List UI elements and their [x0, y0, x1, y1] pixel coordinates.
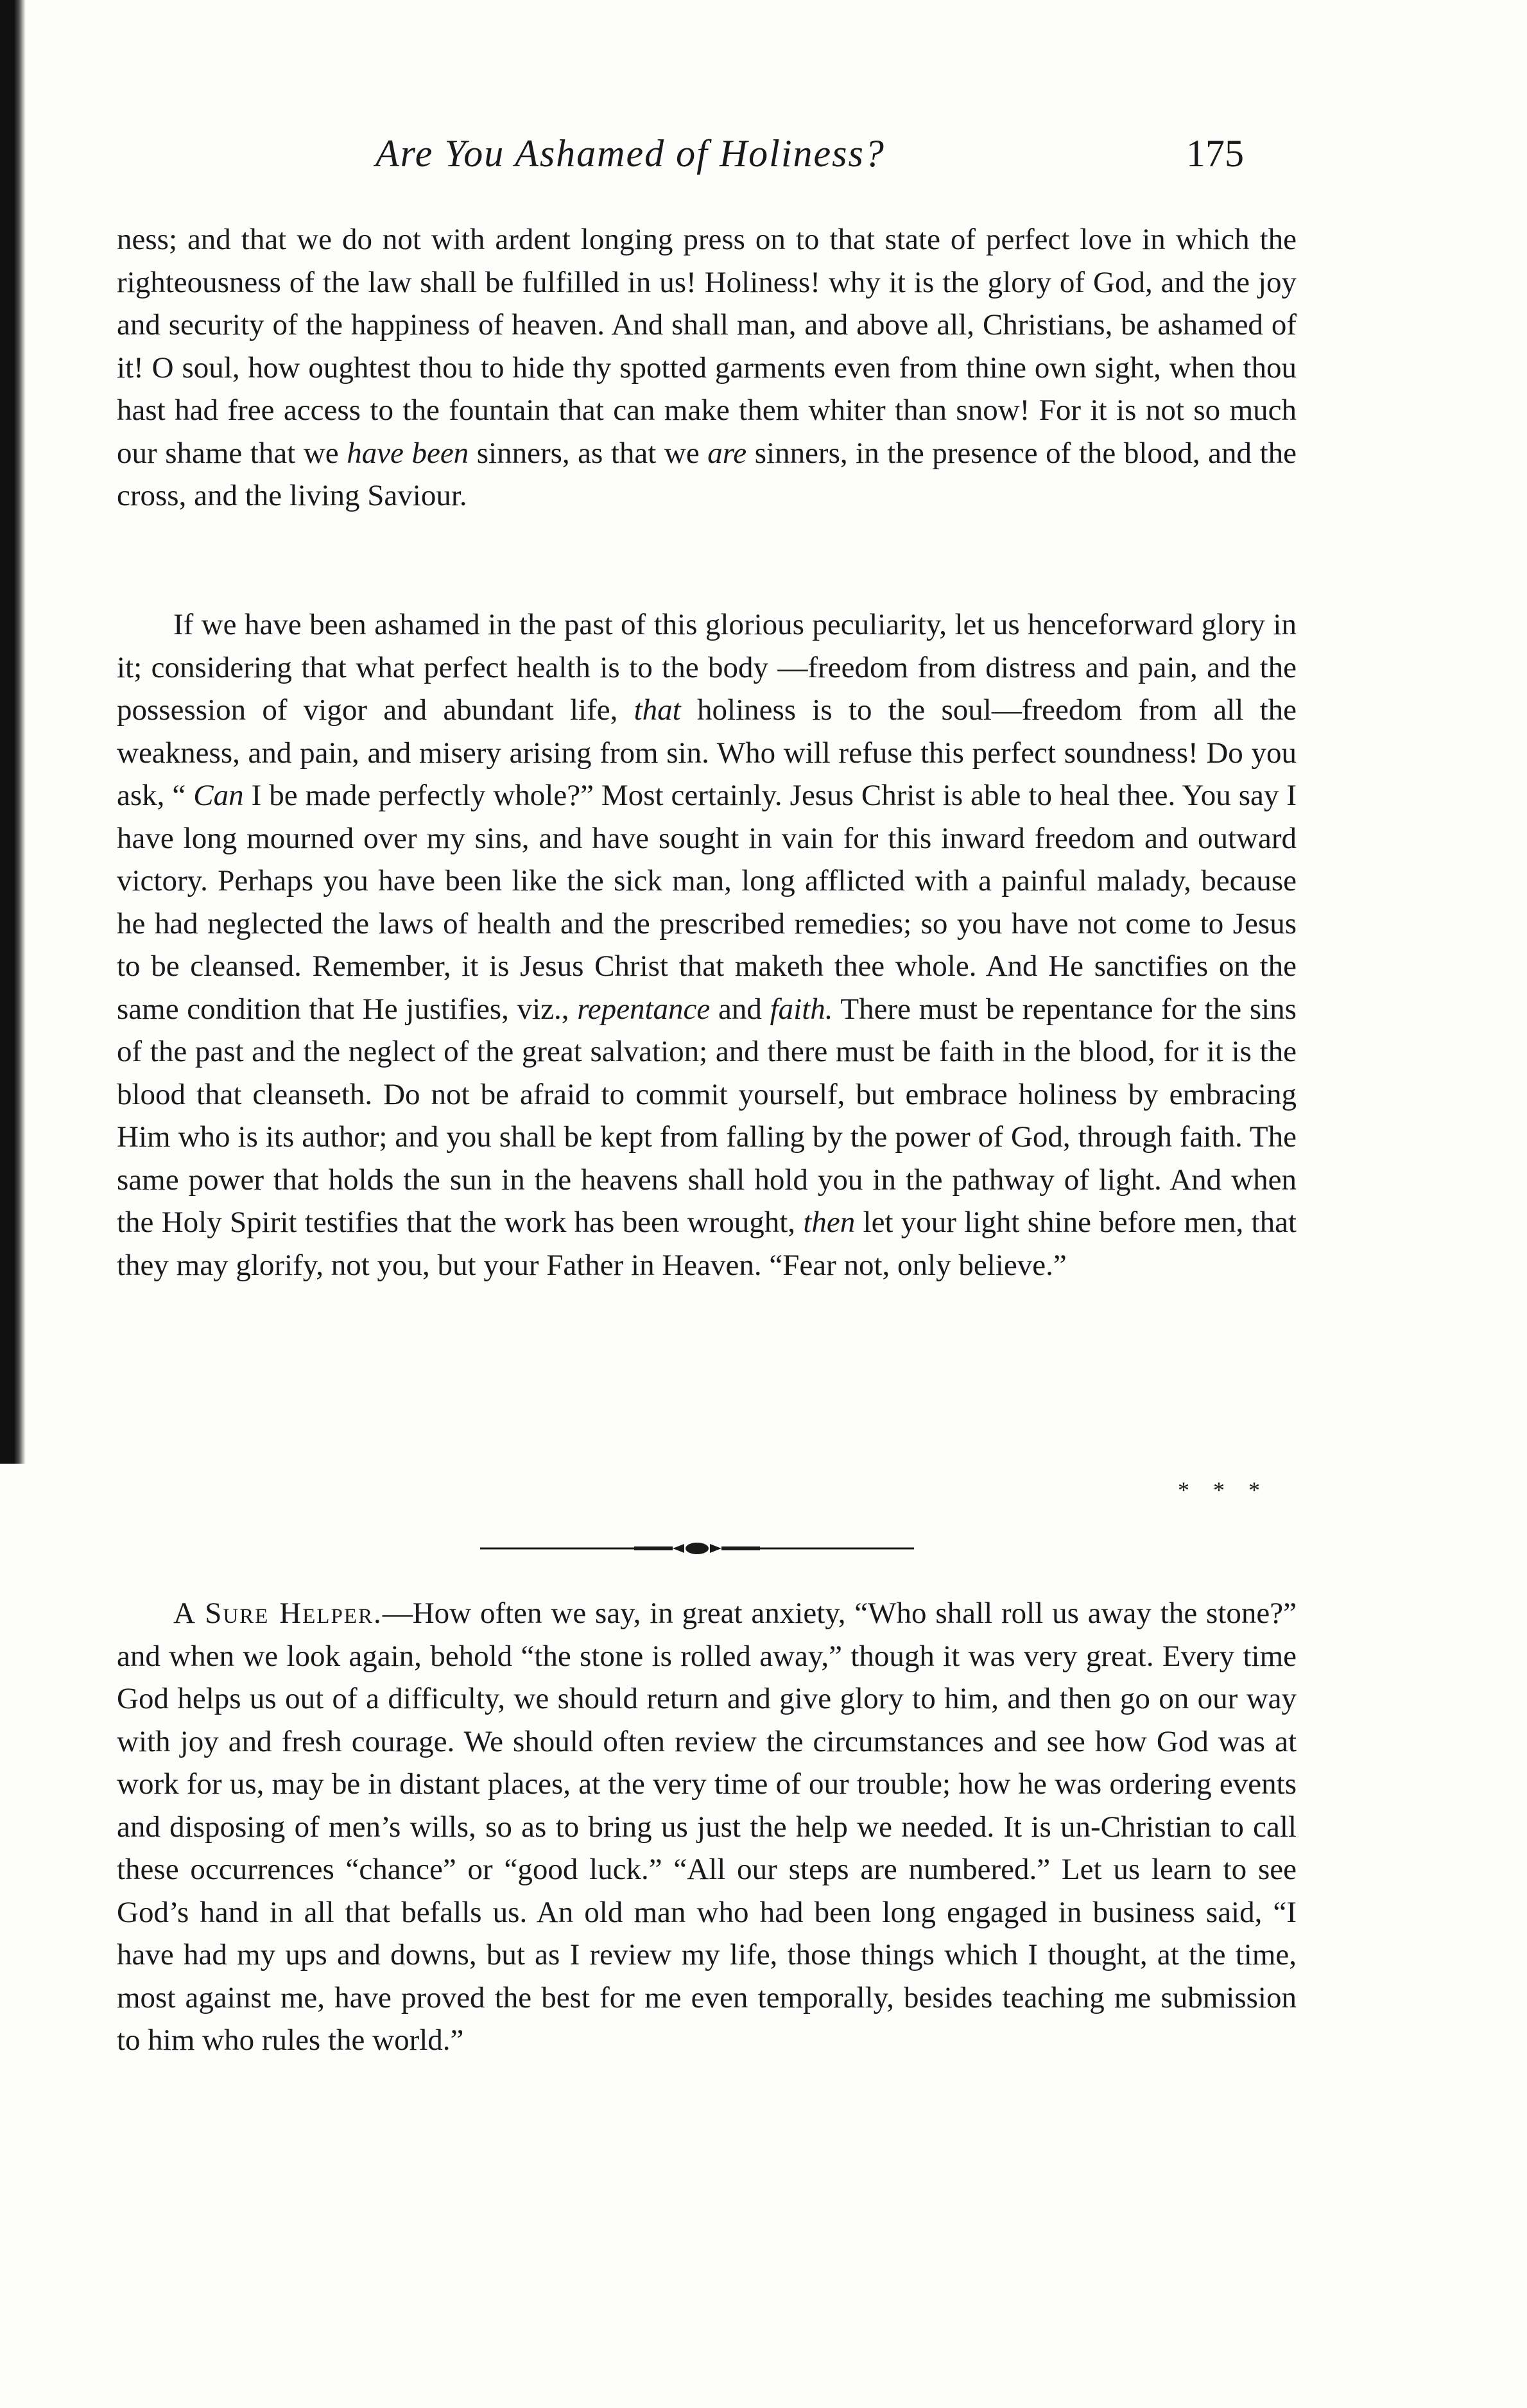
paragraph-text: There must be repentance for the sins of the past and the neglect of the great salvation; and there must be faith in the blood, for it is the blood that cleanseth. Do not be afraid to commit yourself, but embrace holiness by embracing Him who is its author; and you shall be kept from falling by the power of God, through faith. The same power that holds the sun in the heavens shall hold you in the pathway of light. And when the Holy Spirit testifies that the work has been wrought, [117, 992, 1297, 1239]
italic-text: that [634, 693, 681, 727]
italic-text: are [707, 436, 747, 470]
paragraph-text: If we have been ashamed in the past of this glorious peculiarity, let us henceforward glory in it; considering that what perfect health is to the body —freedom from distress and pain, and the possession of vigor and abundant life, [117, 608, 1297, 727]
italic-text: have been [347, 436, 469, 470]
paragraph-text: sinners, in the presence of the blood, and the cross, and the living Saviour. [117, 436, 1297, 512]
paragraph-text: ness; and that we do not with ardent longing press on to that state of perfect love in which the righteousness of the law shall be fulfilled in us! Holiness! why it is the glory of God, and the joy and security of the happiness of heaven. And shall man, and above all, Christians, be ashamed of it! O soul, how oughtest thou to hide thy spotted garments even from thine own sight, when thou hast had free access to the fountain that can make them whiter than snow! For it is not so much our shame that we [117, 223, 1297, 470]
italic-text: Can [193, 779, 244, 812]
page-header [0, 132, 1527, 189]
note-heading: A Sure Helper. [173, 1597, 383, 1630]
italic-text: faith. [770, 992, 833, 1026]
italic-text: repentance [577, 992, 711, 1026]
page-number: 175 [1186, 132, 1244, 175]
article-paragraph-one [117, 218, 1297, 517]
paragraph-text: and [710, 992, 770, 1026]
paragraph-text: let your light shine before men, that they may glorify, not you, but your Father in Heaven. “Fear not, only believe.” [117, 1206, 1297, 1282]
section-divider-ornament-icon [480, 1541, 914, 1556]
paragraph-text: sinners, as that we [469, 436, 708, 470]
note-body: —How often we say, in great anxiety, “Who shall roll us away the stone?” and when we look again, behold “the stone is rolled away,” though it was very great. Every time God helps us out of a difficulty, we should return and give glory to him, and then go on our way with joy and fresh courage. We should often review the circumstances and see how God was at work for us, may be in distant places, at the very time of our trouble; how he was ordering events and disposing of men’s wills, so as to bring us just the help we needed. It is un-Christian to call these occurrences “chance” or “good luck.” “All our steps are numbered.” Let us learn to see God’s hand in all that befalls us. An old man who had been long engaged in business said, “I have had my ups and downs, but as I review my life, those things which I thought, at the time, most against me, have proved the best for me even temporally, besides teaching me submission to him who rules the world.” [117, 1597, 1297, 2057]
end-stars: * * * [1178, 1477, 1269, 1503]
article-paragraph-two [117, 603, 1297, 1286]
paragraph-text: I be made perfectly whole?” Most certainly. Jesus Christ is able to heal thee. You say I have long mourned over my sins, and have sought in vain for this inward freedom and outward victory. Perhaps you have been like the sick man, long afflicted with a painful malady, because he had neglected the laws of health and the prescribed remedies; so you have not come to Jesus to be cleansed. Remember, it is Jesus Christ that maketh thee whole. And He sanctifies on the same condition that He justifies, viz., [117, 779, 1297, 1026]
paragraph-text: holiness is to the soul—freedom from all the weakness, and pain, and misery arising from sin. Who will refuse this perfect soundness! Do you ask, “ [117, 693, 1297, 812]
scan-binding-edge [0, 0, 26, 1464]
note-paragraph [117, 1592, 1297, 2062]
italic-text: then [803, 1206, 856, 1239]
running-title: Are You Ashamed of Holiness? [375, 132, 885, 175]
